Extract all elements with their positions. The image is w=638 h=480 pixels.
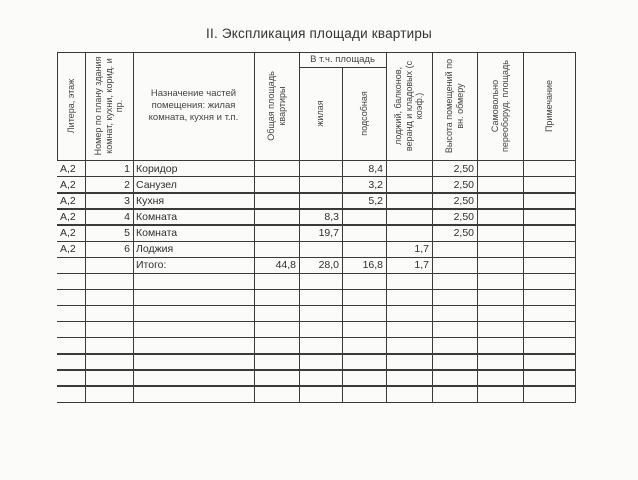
header-litera — [59, 55, 83, 157]
header-lodzhii-label: лоджий, балконов, веранд и кладовых (с коэф.) — [393, 60, 425, 152]
row-line — [57, 385, 575, 386]
header-samovolno-label: Самовольно переоборуд. площадь — [489, 60, 510, 152]
total-podsobnaya: 16,8 — [362, 259, 383, 272]
cell-zhilaya — [302, 161, 339, 177]
header-naznachenie-label: Назначение частей помещения: жилая комната, кухня и т.п. — [148, 88, 239, 123]
cell-litera: А,2 — [60, 194, 76, 207]
total-label: Итого: — [136, 259, 167, 272]
header-litera-label: Литера, этаж — [65, 78, 76, 134]
row-line — [57, 353, 575, 354]
header-nomer — [87, 55, 131, 157]
header-zhilaya-label: жилая — [315, 100, 326, 127]
cell-naznachenie: Санузел — [136, 178, 177, 191]
cell-podsobnaya — [345, 225, 383, 241]
header-primechanie-label: Примечание — [543, 79, 554, 133]
cell-zhilaya — [302, 193, 339, 209]
cell-podsobnaya — [345, 209, 383, 225]
cell-vysota — [435, 241, 474, 257]
cell-obshaya — [257, 161, 296, 177]
column-line — [432, 52, 433, 403]
total-zhilaya: 28,0 — [318, 259, 339, 272]
cell-naznachenie: Коридор — [136, 162, 178, 175]
cell-nomer: 6 — [124, 243, 130, 255]
total-obshaya: 44,8 — [275, 259, 296, 272]
row-line — [57, 369, 575, 370]
cell-lodzhii — [389, 177, 429, 193]
cell-naznachenie: Кухня — [136, 194, 165, 207]
column-line — [254, 52, 255, 403]
cell-lodzhii — [389, 193, 429, 209]
cell-nomer: 3 — [124, 194, 130, 207]
cell-litera: А,2 — [60, 226, 76, 239]
cell-lodzhii — [389, 161, 429, 177]
cell-lodzhii — [389, 225, 429, 241]
cell-podsobnaya: 8,4 — [368, 162, 383, 175]
cell-obshaya — [257, 225, 296, 241]
cell-vysota: 2,50 — [453, 226, 474, 239]
cell-obshaya — [257, 209, 296, 225]
cell-podsobnaya: 3,2 — [368, 178, 383, 191]
row-line — [57, 337, 575, 338]
cell-zhilaya: 19,7 — [318, 226, 339, 239]
header-primechanie — [525, 55, 573, 157]
row-line — [57, 289, 575, 290]
row-line — [57, 402, 575, 403]
cell-litera: А,2 — [60, 210, 76, 223]
cell-litera: А,2 — [60, 178, 76, 191]
header-zhilaya — [301, 70, 340, 157]
header-v-tch-label: В т.ч. площадь — [310, 53, 375, 65]
header-v-tch — [299, 52, 386, 67]
cell-obshaya — [257, 193, 296, 209]
cell-vysota: 2,50 — [453, 194, 474, 207]
header-podsobnaya — [344, 70, 384, 157]
cell-vysota: 2,50 — [453, 178, 474, 191]
total-lodzhii: 1,7 — [414, 259, 429, 272]
cell-litera: А,2 — [60, 243, 76, 255]
cell-litera: А,2 — [60, 162, 76, 175]
header-naznachenie — [133, 52, 254, 160]
cell-zhilaya — [302, 241, 339, 257]
header-samovolno — [479, 55, 521, 157]
cell-naznachenie: Лоджия — [136, 243, 174, 255]
cell-zhilaya — [302, 177, 339, 193]
cell-naznachenie: Комната — [136, 210, 178, 223]
cell-nomer: 4 — [124, 210, 130, 223]
cell-podsobnaya — [345, 241, 383, 257]
cell-nomer: 1 — [124, 162, 130, 175]
cell-naznachenie: Комната — [136, 226, 178, 239]
cell-lodzhii: 1,7 — [414, 243, 429, 255]
cell-podsobnaya: 5,2 — [368, 194, 383, 207]
header-vysota — [434, 55, 475, 157]
column-line — [299, 52, 300, 403]
cell-vysota: 2,50 — [453, 162, 474, 175]
page-title: II. Экспликация площади квартиры — [206, 26, 432, 41]
header-obshaya — [256, 55, 297, 157]
header-podsobnaya-label: подсобная — [358, 91, 369, 136]
cell-zhilaya: 8,3 — [324, 210, 339, 223]
row-line — [57, 321, 575, 322]
header-left-border — [57, 52, 58, 160]
cell-vysota: 2,50 — [453, 210, 474, 223]
cell-lodzhii — [389, 209, 429, 225]
cell-obshaya — [257, 177, 296, 193]
header-lodzhii — [388, 55, 430, 157]
column-line — [342, 67, 343, 403]
cell-nomer: 2 — [124, 178, 130, 191]
header-obshaya-label: Общая площадь квартиры — [266, 71, 287, 141]
column-line — [85, 52, 86, 403]
column-line — [523, 52, 524, 403]
header-vysota-label: Высота помещений по вн. обмеру — [444, 58, 465, 154]
header-nomer-label: Номер по плану здания комнат, кухни, корид. и пр. — [93, 56, 125, 156]
cell-obshaya — [257, 241, 296, 257]
column-line — [575, 52, 576, 403]
column-line — [386, 52, 387, 403]
column-line — [477, 52, 478, 403]
row-line — [57, 305, 575, 306]
cell-nomer: 5 — [124, 226, 130, 239]
